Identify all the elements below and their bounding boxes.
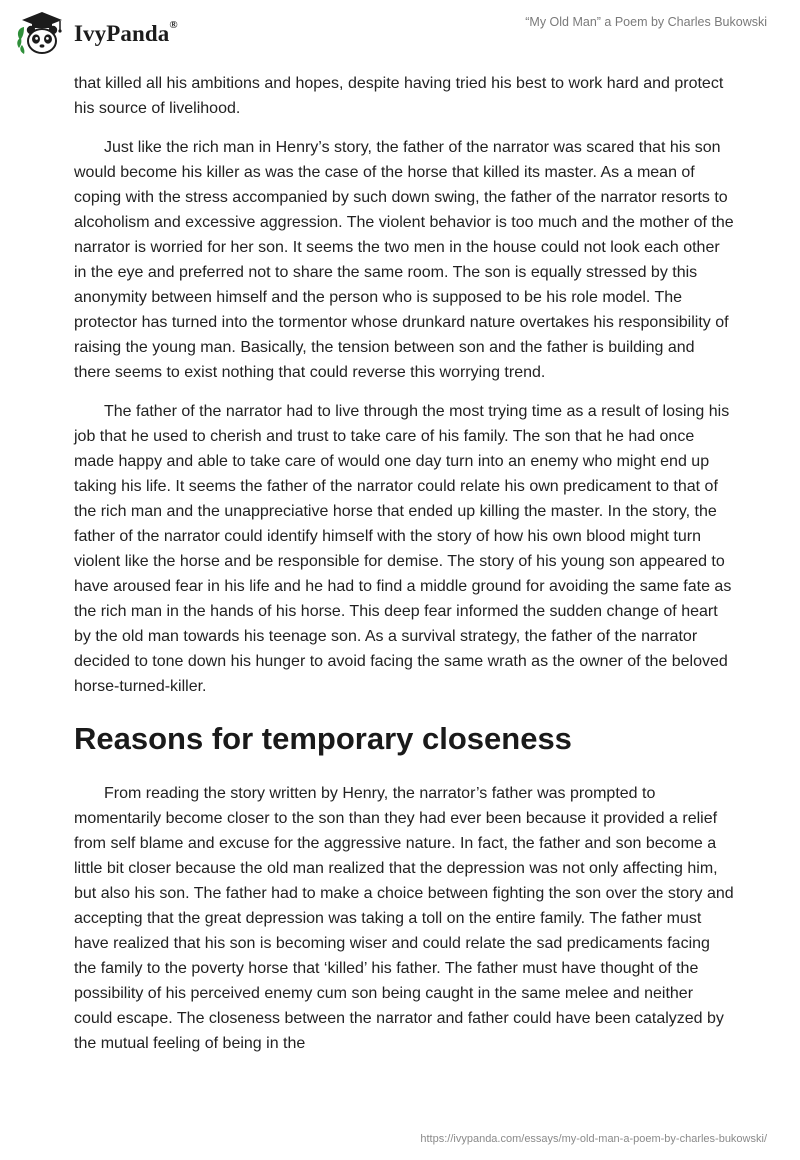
panda-graduate-icon (16, 10, 68, 56)
source-url[interactable]: https://ivypanda.com/essays/my-old-man-a-poem-by-charles-bukowski/ (420, 1133, 767, 1145)
document-title: “My Old Man” a Poem by Charles Bukowski (525, 15, 767, 29)
ivypanda-logo[interactable] (16, 10, 178, 56)
paragraph-continued: that killed all his ambitions and hopes, despite having tried his best to work hard and protect his source of livelihood. (74, 75, 724, 117)
page-header (0, 0, 800, 70)
brand-name: IvyPanda® (74, 19, 178, 46)
paragraph: From reading the story written by Henry, the narrator’s father was prompted to momentarily become closer to the son than they had ever been because it provided a relief from self blame and excuse for the aggressive nature. In fact, the father and son become a little bit closer because the old man realized that the depression was not only affecting him, but also his son. The father had to make a choice between fighting the son over the story and accepting that the great depression was taking a toll on the entire family. The father must have realized that his son is becoming wiser and could relate the sad predicaments facing the family to the poverty horse that ‘killed’ his father. The father must have thought of the possibility of his perceived enemy cum son being caught in the same melee and neither could escape. The closeness between the narrator and father could have been catalyzed by the mutual feeling of being in the (74, 785, 734, 1052)
paragraph: Just like the rich man in Henry’s story, the father of the narrator was scared that his son would become his killer as was the case of the horse that killed its master. As a mean of coping with the stress accompanied by such down swing, the father of the narrator resorts to alcoholism and excessive aggression. The violent behavior is too much and the mother of the narrator is worried for her son. It seems the two men in the house could not look each other in the eye and preferred not to share the same room. The son is equally stressed by this anonymity between himself and the person who is supposed to be his role model. The protector has turned into the tormentor whose drunkard nature overtakes his responsibility of raising the young man. Basically, the tension between son and the father is building and there seems to exist nothing that could reverse this worrying trend. (74, 139, 734, 381)
registered-mark: ® (169, 19, 178, 32)
essay-content (74, 71, 734, 1056)
paragraph: The father of the narrator had to live through the most trying time as a result of losing his job that he used to cherish and trust to take care of his family. The son that he had once made happy and able to take care of would one day turn into an enemy who might end up taking his life. It seems the father of the narrator could relate his own predicament to that of the rich man and the unappreciative horse that ended up killing the master. In the story, the father of the narrator could identify himself with the story of how his own blood might turn violent like the horse and be responsible for demise. The story of his young son appeared to have aroused fear in his life and he had to find a middle ground for avoiding the same fate as the rich man in the hands of his horse. This deep fear informed the sudden change of heart by the old man towards his teenage son. As a survival strategy, the father of the narrator decided to tone down his hunger to avoid facing the same wrath as the owner of the beloved horse-turned-killer. (74, 403, 732, 695)
section-heading: Reasons for temporary closeness (74, 721, 572, 756)
